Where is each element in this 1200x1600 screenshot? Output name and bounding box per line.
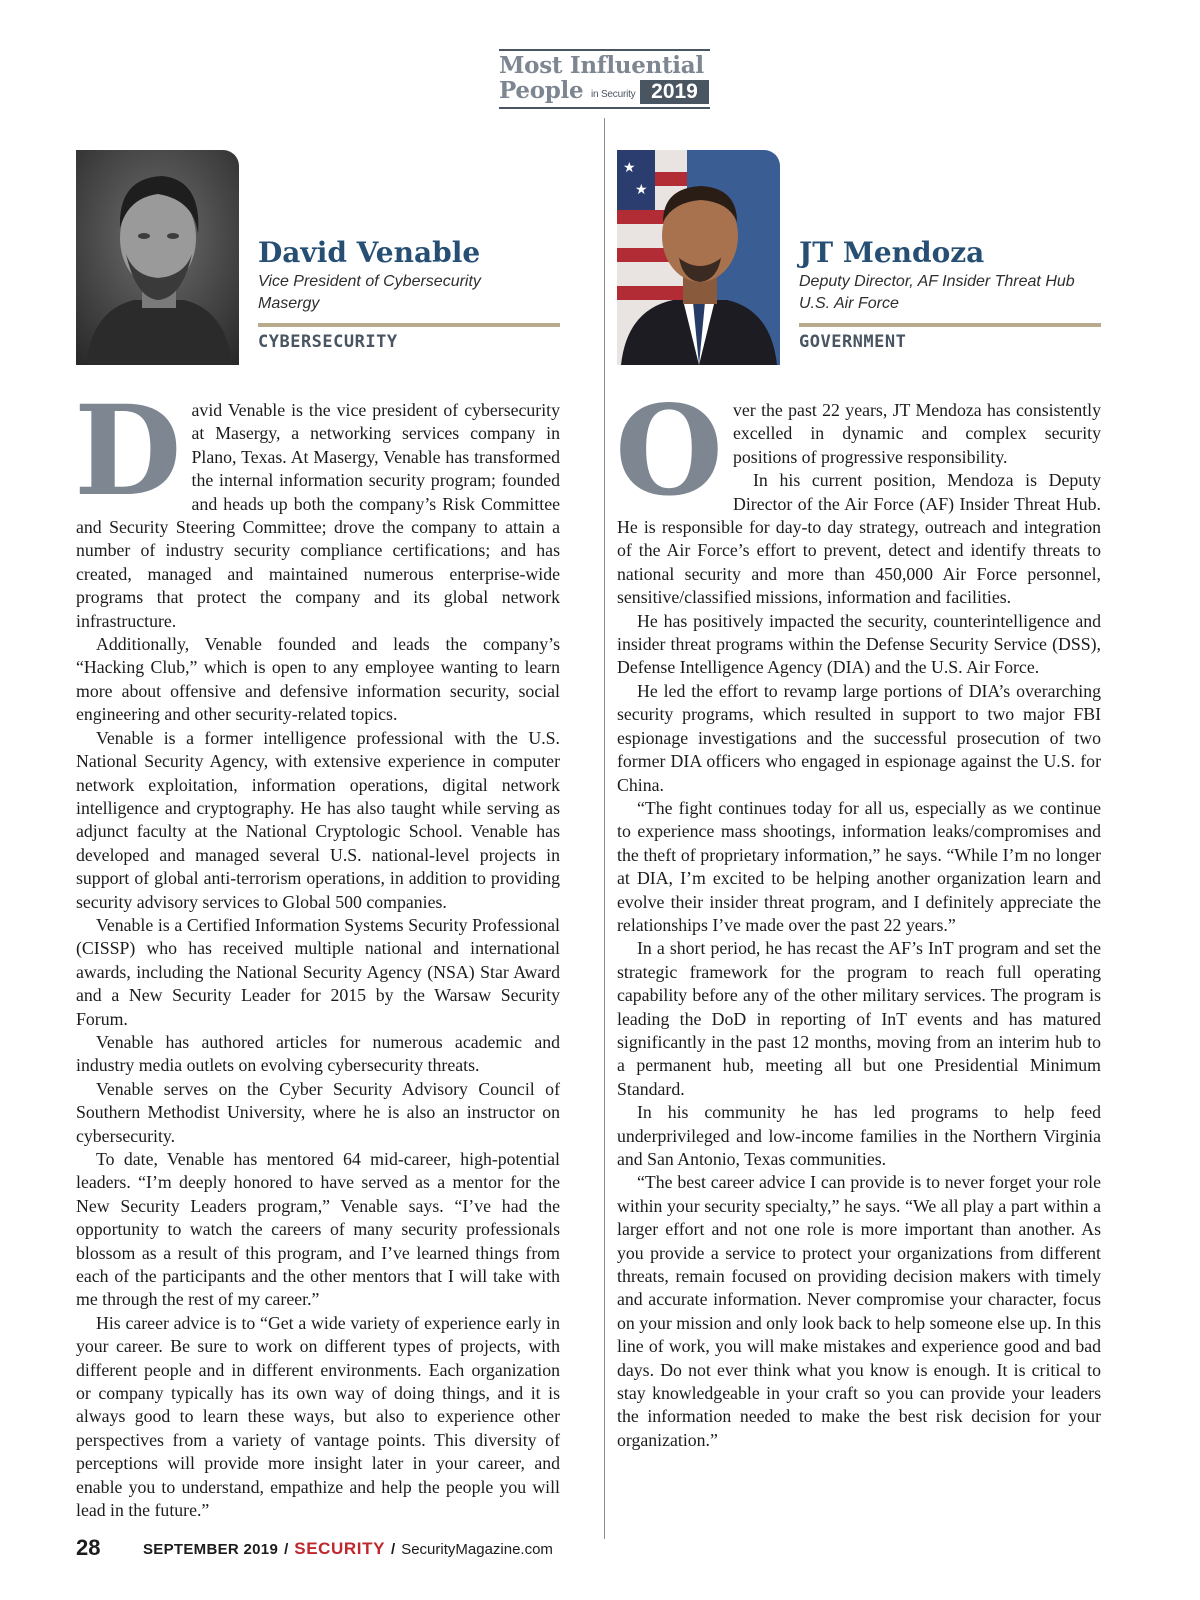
profile-name: David Venable <box>258 236 481 269</box>
profile-title: Deputy Director, AF Insider Threat Hub <box>799 273 1075 290</box>
paragraph: In his current position, Mendoza is Deputy Director of the Air Force (AF) Insider Threat Hub. He is responsible for day-to day strategy, outreach and integration of the Air Force’s effort to prevent, detect and identify threats to national security and more than 450,000 Air Force personnel, sensitive/classified missions, information and facilities. <box>617 470 1101 608</box>
jt-mendoza-photo <box>617 150 780 365</box>
article-body-mendoza <box>615 379 1101 1452</box>
profile-title: Vice President of Cybersecurity <box>258 273 481 290</box>
profile-rule <box>799 323 1101 327</box>
profile-organization: U.S. Air Force <box>799 295 899 312</box>
paragraph: “The fight continues today for all us, especially as we continue to experience mass shootings, information leaks/compromises and the theft of proprietary information,” he says. “While I’m no longer at DIA, I’m excited to be helping another organization learn and evolve their insider threat program, and I definitely appreciate the relationships I’ve made over the past 22 years.” <box>617 797 1101 935</box>
paragraph: Additionally, Venable founded and leads the company’s “Hacking Club,” which is open to any employee wanting to learn more about offensive and defensive information security, social engineering and other security-related topics. <box>76 634 560 725</box>
svg-text:★: ★ <box>635 183 648 198</box>
paragraph: David Venable is the vice president of cybersecurity at Masergy, a networking services company in Plano, Texas. At Masergy, Venable has transformed the internal information security program; founded and heads up both the company’s Risk Committee and Security Steering Committee; drove the company to attain a number of industry security compliance certifications; and has created, managed and maintained numerous enterprise-wide programs that protect the company and its global network infrastructure. <box>74 379 560 631</box>
article-body-venable <box>74 379 560 1523</box>
badge-line-2: People <box>499 77 584 104</box>
paragraph: Over the past 22 years, JT Mendoza has consistently excelled in dynamic and complex security positions of progressive responsibility. <box>615 379 1101 524</box>
profile-rule <box>258 323 560 327</box>
badge-year: 2019 <box>640 80 709 104</box>
paragraph: Venable has authored articles for numerous academic and industry media outlets on evolving cybersecurity threats. <box>76 1031 560 1076</box>
issue-date: SEPTEMBER 2019 <box>143 1541 279 1558</box>
page-number: 28 <box>76 1535 101 1560</box>
paragraph: In a short period, he has recast the AF’s InT program and set the strategic framework for the program to reach full operating capability before any of the other military services. The program is leading the DoD in reporting of InT events and has matured significantly in the past 12 months, moving from an interim hub to a permanent hub, meeting all but one Presidential Minimum Standard. <box>617 938 1101 1099</box>
badge-line-1: Most Influential <box>499 52 704 79</box>
most-influential-badge <box>499 49 710 109</box>
drop-cap: D <box>74 379 182 524</box>
paragraph: He has positively impacted the security, counterintelligence and insider threat programs within the Defense Security Service (DSS), Defense Intelligence Agency (DIA) and the U.S. Air Force. <box>617 610 1101 678</box>
profile-organization: Masergy <box>258 295 320 312</box>
paragraph: His career advice is to “Get a wide variety of experience early in your career. Be sure to work on different types of projects, with different people and in different environments. Each organization or company typically has its own way of doing things, and it is always good to learn these ways, but also to experience other perspectives from a variety of vantage points. This diversity of perceptions will provide more insight later in your career, and enable you to understand, empathize and help the people you will lead in the future.” <box>76 1312 560 1521</box>
paragraph: To date, Venable has mentored 64 mid-career, high-potential leaders. “I’m deeply honored to have served as a mentor for the New Security Leaders program,” Venable says. “I’ve had the opportunity to watch the careers of many security professionals blossom as a result of this program, and I’ve learned things from each of the participants and the other mentors that I will take with me through the rest of my career.” <box>76 1149 560 1310</box>
svg-text:★: ★ <box>623 161 636 176</box>
magazine-website: SecurityMagazine.com <box>401 1541 553 1558</box>
paragraph: He led the effort to revamp large portions of DIA’s overarching security programs, which resulted in support to two major FBI espionage investigations and the successful prosecution of two former DIA officers who engaged in espionage against the U.S. for China. <box>617 680 1101 795</box>
category-label: GOVERNMENT <box>799 332 907 352</box>
category-label: CYBERSECURITY <box>258 332 398 352</box>
paragraph: Venable is a former intelligence professional with the U.S. National Security Agency, with extensive experience in computer network exploitation, information operations, digital network intelligence and cryptography. He has also taught while serving as adjunct faculty at the National Cryptologic School. Venable has developed and managed several U.S. national-level projects in support of global anti-terrorism operations, in addition to providing security advisory services to Global 500 companies. <box>76 727 560 912</box>
paragraph: Venable is a Certified Information Systems Security Professional (CISSP) who has received multiple national and international awards, including the National Security Agency (NSA) Star Award and a New Security Leader for 2015 by the Warsaw Security Forum. <box>76 914 560 1029</box>
paragraph: In his community he has led programs to help feed underprivileged and low-income families in the Northern Virginia and San Antonio, Texas communities. <box>617 1102 1101 1169</box>
profile-name: JT Mendoza <box>799 236 985 269</box>
footer-line: SEPTEMBER 2019 / SECURITY / SecurityMagazine.com <box>143 1539 553 1558</box>
magazine-name: SECURITY <box>294 1539 386 1558</box>
badge-in-security: in Security <box>591 89 636 100</box>
paragraph: Venable serves on the Cyber Security Advisory Council of Southern Methodist University, where he is also an instructor on cybersecurity. <box>76 1078 560 1146</box>
paragraph: “The best career advice I can provide is to never forget your role within your security specialty,” he says. “We all play a part within a larger effort and not one role is more important than another. As you provide a service to protect your organizations from different threats, remain focused on providing decision makers with timely and accurate information. Never compromise your character, focus on your mission and only look back to help someone else up. In this line of work, you will make mistakes and experience good and bad days. Do not ever think what you know is enough. It is critical to stay knowledgeable in your craft so you can provide your leaders the information needed to make the best risk decision for your organization.” <box>617 1172 1101 1450</box>
column-divider <box>604 118 605 1539</box>
drop-cap: O <box>615 379 724 524</box>
david-venable-photo <box>76 150 239 365</box>
